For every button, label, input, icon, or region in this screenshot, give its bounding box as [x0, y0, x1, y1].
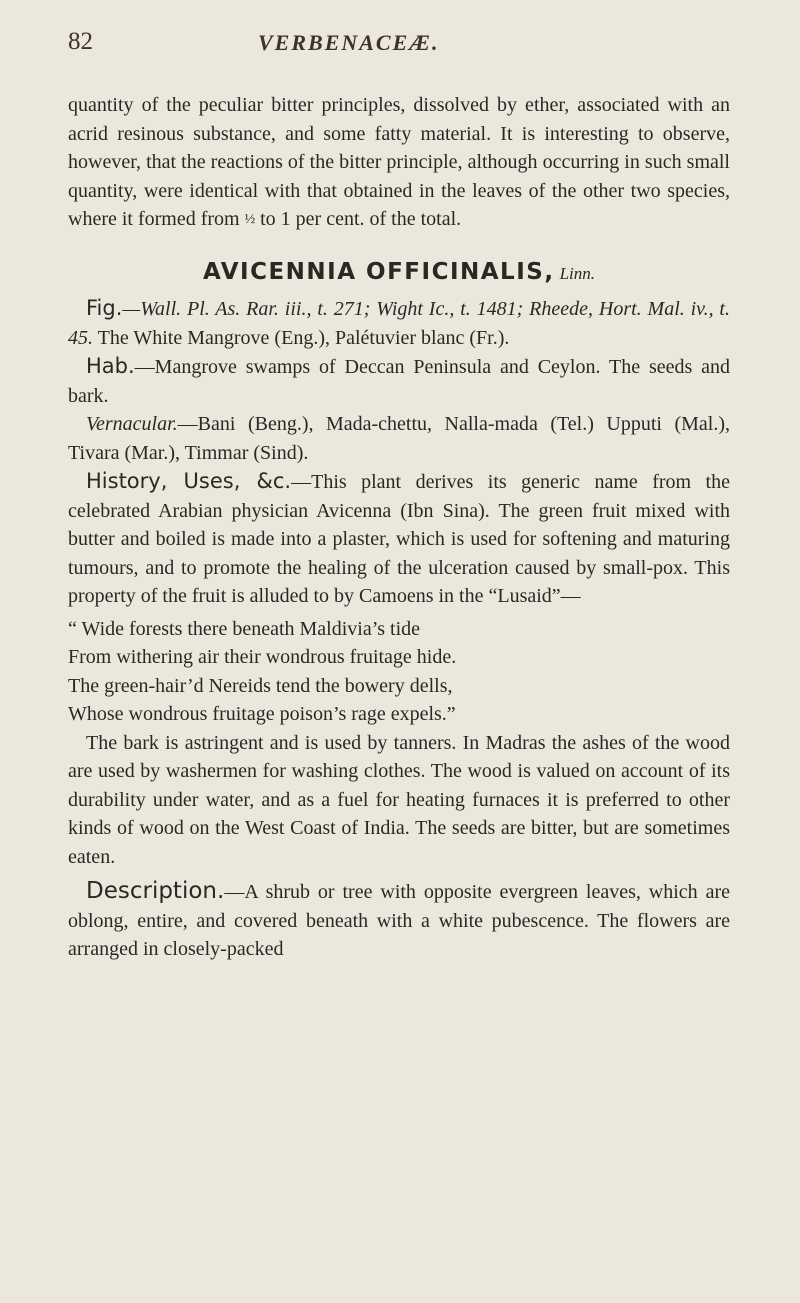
history-text: —This plant derives its generic name from the celebrated Arabian physician Avicenna (Ibn Sina). The green fruit mixed with butter and boiled is made into a plaster, which is used for softening and maturing tumours, and to promote the healing of the ulceration caused by small-pox. This property of the fruit is alluded to by Camoens in the “Lusaid”— — [68, 471, 730, 607]
vernacular-paragraph — [68, 410, 730, 467]
history-label: History, Uses, &c. — [86, 469, 292, 493]
species-name: AVICENNIA OFFICINALIS, — [202, 258, 555, 285]
intro-fraction: ½ — [244, 212, 256, 227]
vernacular-label: Vernacular. — [86, 413, 178, 435]
poem-line: Whose wondrous fruitage poison’s rage expels.” — [68, 703, 456, 725]
fig-common-names: The White Mangrove (Eng.), Palétuvier blanc (Fr.). — [93, 326, 510, 349]
hab-label: Hab. — [86, 354, 135, 378]
intro-paragraph — [68, 91, 730, 235]
description-label: Description. — [86, 878, 225, 904]
history-paragraph — [68, 467, 730, 611]
page-header — [68, 28, 728, 60]
fig-label: Fig. — [86, 296, 123, 320]
poem-line: The green-hair’d Nereids tend the bowery dells, — [68, 674, 453, 697]
fig-references: —Wall. Pl. As. Rar. iii., t. 271; Wight Ic., t. 1481; Rheede, Hort. Mal. iv., t. 45. — [68, 298, 730, 349]
poem-line: “ Wide forests there beneath Maldivia’s tide — [68, 617, 421, 640]
species-heading — [68, 258, 730, 289]
intro-text-2: to 1 per cent. of the total. — [255, 208, 462, 230]
hab-text: —Mangrove swamps of Deccan Peninsula and Ceylon. The seeds and bark. — [68, 356, 730, 407]
description-paragraph — [68, 877, 730, 964]
intro-text-1: quantity of the peculiar bitter principles, dissolved by ether, associated with an acrid resinous substance, and some fatty material. It is interesting to observe, however, that the reactions of the bitter principle, although occurring in such small quantity, were identical with that obtained in the leaves of the other two species, where it formed from — [68, 94, 730, 230]
fig-paragraph — [68, 294, 730, 352]
poem-line: From withering air their wondrous fruitage hide. — [68, 646, 457, 668]
description-text: —A shrub or tree with opposite evergreen leaves, which are oblong, entire, and covered beneath with a white pubescence. The flowers are arranged in closely-packed — [68, 881, 730, 960]
running-head: VERBENACEÆ. — [258, 30, 440, 55]
hab-paragraph — [68, 352, 730, 410]
body-text — [68, 91, 730, 964]
species-authority: Linn. — [559, 263, 596, 283]
vernacular-text: —Bani (Beng.), Mada-chettu, Nalla-mada (Tel.) Upputi (Mal.), Tivara (Mar.), Timmar (Sind). — [68, 413, 730, 464]
page-number: 82 — [68, 28, 93, 55]
bark-paragraph: The bark is astringent and is used by tanners. In Madras the ashes of the wood are used by washermen for washing clothes. The wood is valued on account of its durability under water, and as a fuel for heating furnaces it is preferred to other kinds of wood on the West Coast of India. The seeds are bitter, but are sometimes eaten. — [68, 731, 730, 868]
